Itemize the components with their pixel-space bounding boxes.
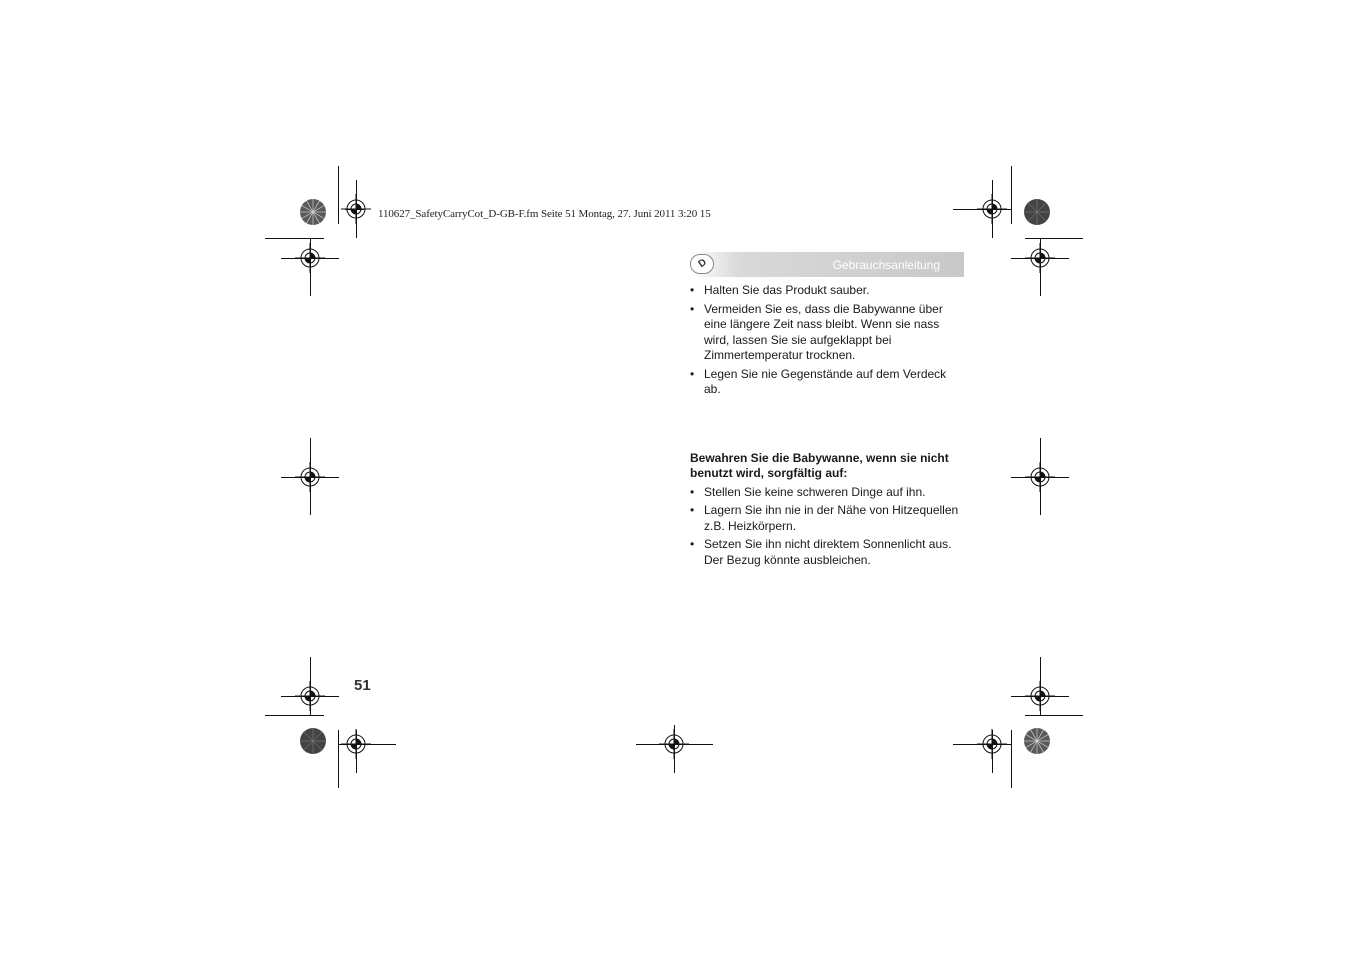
language-badge-label: D	[696, 256, 709, 271]
crop-line	[338, 166, 339, 224]
care-list	[690, 283, 964, 398]
language-badge	[690, 254, 714, 274]
storage-list	[690, 485, 964, 569]
section-header-title: Gebrauchsanleitung	[832, 258, 940, 272]
crop-line	[1025, 715, 1083, 716]
crop-line	[1011, 258, 1069, 259]
crop-line	[281, 477, 339, 478]
crop-line	[356, 180, 357, 238]
crop-line	[1011, 730, 1012, 788]
crop-line	[310, 238, 311, 296]
crop-line	[1040, 657, 1041, 715]
file-slug-line: 110627_SafetyCarryCot_D-GB-F.fm Seite 51 Montag, 27. Juni 2011 3:20 15	[378, 208, 711, 220]
crop-line	[345, 209, 364, 210]
list-item: • Setzen Sie ihn nicht direktem Sonnenlicht aus. Der Bezug könnte ausbleichen.	[690, 537, 964, 568]
crop-line	[265, 715, 324, 716]
crop-line	[1011, 166, 1012, 224]
crop-line	[1011, 477, 1069, 478]
crop-line	[310, 657, 311, 715]
crop-line	[281, 696, 339, 697]
crop-line	[953, 209, 1011, 210]
crop-line	[338, 744, 396, 745]
crop-line	[992, 180, 993, 238]
starburst-target-icon	[299, 727, 327, 755]
crop-line	[1011, 696, 1069, 697]
crop-line	[281, 258, 339, 259]
list-item: • Halten Sie das Produkt sauber.	[690, 283, 964, 299]
starburst-target-icon	[299, 198, 327, 226]
section-header-bar	[690, 252, 964, 277]
crop-line	[992, 730, 993, 773]
list-item: • Legen Sie nie Gegenstände auf dem Verdeck ab.	[690, 367, 964, 398]
instructions-column	[690, 283, 964, 571]
starburst-target-icon	[1023, 198, 1051, 226]
crop-line	[356, 730, 357, 773]
starburst-target-icon	[1023, 727, 1051, 755]
crop-line	[1025, 238, 1083, 239]
crop-line	[674, 725, 675, 773]
crop-line	[338, 730, 339, 788]
crop-line	[1040, 238, 1041, 296]
list-item: • Lagern Sie ihn nie in der Nähe von Hitzequellen z.B. Heizkörpern.	[690, 503, 964, 534]
list-item: • Stellen Sie keine schweren Dinge auf ihn.	[690, 485, 964, 501]
page-number: 51	[354, 677, 371, 694]
crop-line	[953, 744, 1011, 745]
list-item: • Vermeiden Sie es, dass die Babywanne über eine längere Zeit nass bleibt. Wenn sie nass wird, lassen Sie sie aufgeklappt bei Zimmertemperatur trocknen.	[690, 302, 964, 364]
crop-line	[265, 238, 324, 239]
storage-heading: Bewahren Sie die Babywanne, wenn sie nicht benutzt wird, sorgfältig auf:	[690, 450, 949, 480]
